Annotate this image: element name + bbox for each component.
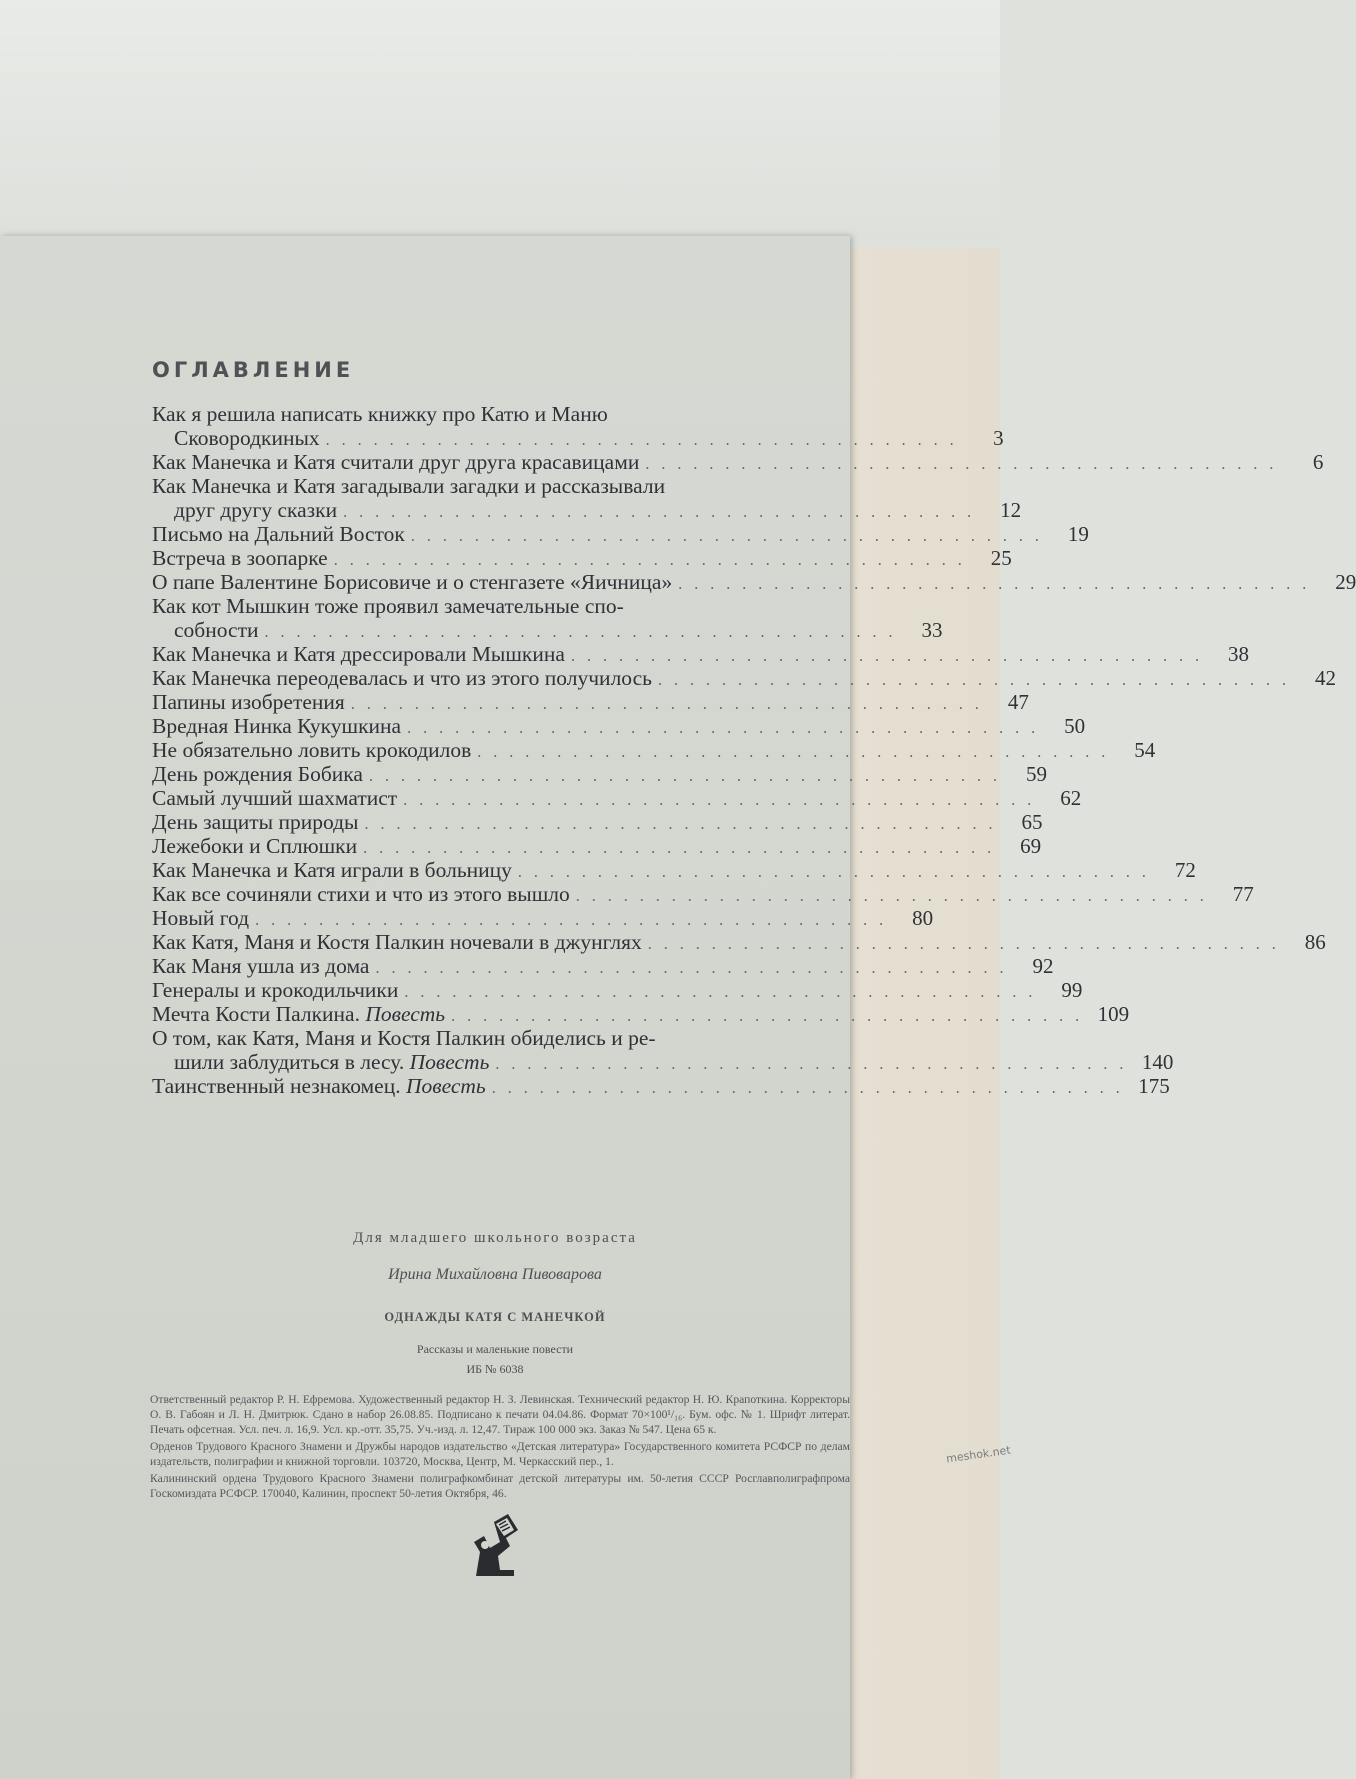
toc-page-number: 65 xyxy=(1021,810,1043,834)
toc-entry xyxy=(152,738,1156,762)
toc-page-number: 38 xyxy=(1227,642,1249,666)
toc-line xyxy=(152,978,1083,1002)
toc-entry xyxy=(152,978,1083,1002)
toc-line xyxy=(152,666,1336,690)
table-of-contents xyxy=(152,402,1356,1098)
toc-entry xyxy=(152,858,1196,882)
toc-entry-title: Сковородкиных xyxy=(174,426,320,450)
toc-page-number: 80 xyxy=(912,906,934,930)
toc-line xyxy=(152,618,943,642)
leader-dots: . . . . . . . . . . . . . . . . . . . . . . . . . . . . . . . . . . . . . . . . xyxy=(333,552,966,569)
toc-line xyxy=(152,450,1324,474)
publisher-logo-icon xyxy=(470,1512,520,1578)
watermark: meshok.net xyxy=(945,1443,1012,1466)
toc-entry-title: Папины изобретения xyxy=(152,690,345,714)
toc-entry-title: Как Катя, Маня и Костя Палкин ночевали в джунглях xyxy=(152,930,642,954)
toc-title: ОГЛАВЛЕНИЕ xyxy=(152,358,355,382)
toc-line xyxy=(152,738,1156,762)
leader-dots: . . . . . . . . . . . . . . . . . . . . . . . . . . . . . . . . . . . . . . . . xyxy=(375,960,1008,977)
leader-dots: . . . . . . . . . . . . . . . . . . . . . . . . . . . . . . . . . . . . . . . . xyxy=(264,624,897,641)
toc-entry xyxy=(152,1026,1174,1074)
leader-dots: . . . . . . . . . . . . . . . . . . . . . . . . . . . . . . . . . . . . . . . . xyxy=(570,648,1203,665)
leader-dots: . . . . . . . . . . . . . . . . . . . . . . . . . . . . . . . . . . . . . . . . xyxy=(477,744,1110,761)
age-recommendation: Для младшего школьного возраста xyxy=(353,1230,637,1246)
toc-page-number: 175 xyxy=(1138,1074,1170,1098)
toc-line xyxy=(152,690,1029,714)
toc-page-number: 33 xyxy=(921,618,943,642)
toc-entry xyxy=(152,714,1086,738)
credits-editors: Ответственный редактор Р. Н. Ефремова. Художественный редактор Н. З. Левинская. Технический редактор Н. Ю. Крапоткина. Корректоры О. В. Габоян и Л. Н. Дмитрюк. Сдано в набор 26.08.85. Подписано к печати 04.04.86. Формат 70×100¹/₁₆. Бум. офс. № 1. Шрифт литерат. Печать офсетная. Усл. печ. л. 16,9. Усл. кр.-отт. 35,75. Уч.-изд. л. 12,47. Тираж 100 000 экз. Заказ № 547. Цена 65 к. xyxy=(150,1393,850,1436)
toc-entry xyxy=(152,954,1054,978)
toc-entry-title: О папе Валентине Борисовиче и о стенгазете «Яичница» xyxy=(152,570,673,594)
leader-dots: . . . . . . . . . . . . . . . . . . . . . . . . . . . . . . . . . . . . . . . . xyxy=(410,528,1043,545)
toc-entry xyxy=(152,762,1047,786)
toc-entry-title: Мечта Кости Палкина. xyxy=(152,1002,360,1026)
leader-dots: . . . . . . . . . . . . . . . . . . . . . . . . . . . . . . . . . . . . . . . . xyxy=(678,576,1311,593)
leader-dots: . . . . . . . . . . . . . . . . . . . . . . . . . . . . . . . . . . . . . . . . xyxy=(451,1008,1084,1025)
toc-entry-title: Генералы и крокодильчики xyxy=(152,978,399,1002)
toc-entry-title: Письмо на Дальний Восток xyxy=(152,522,405,546)
toc-entry xyxy=(152,1002,1130,1026)
leader-dots: . . . . . . . . . . . . . . . . . . . . . . . . . . . . . . . . . . . . . . . . xyxy=(575,888,1208,905)
background-wall xyxy=(0,0,1000,240)
toc-entry xyxy=(152,570,1356,594)
toc-entry-title: друг другу сказки xyxy=(174,498,338,522)
leader-dots: . . . . . . . . . . . . . . . . . . . . . . . . . . . . . . . . . . . . . . . . xyxy=(368,768,1001,785)
toc-page-number: 47 xyxy=(1007,690,1029,714)
toc-entry-title: Как кот Мышкин тоже проявил замечательные спо- xyxy=(152,594,624,618)
toc-entry xyxy=(152,474,1022,522)
toc-entry xyxy=(152,642,1249,666)
toc-entry-genre: Повесть xyxy=(409,1050,490,1074)
leader-dots: . . . . . . . . . . . . . . . . . . . . . . . . . . . . . . . . . . . . . . . . xyxy=(404,984,1037,1001)
toc-entry xyxy=(152,786,1082,810)
toc-entry-title: Новый год xyxy=(152,906,250,930)
toc-entry-title: Лежебоки и Сплюшки xyxy=(152,834,358,858)
toc-line xyxy=(152,498,1022,522)
toc-page-number: 86 xyxy=(1304,930,1326,954)
toc-page-number: 140 xyxy=(1141,1050,1174,1074)
toc-page-number: 3 xyxy=(993,426,1004,450)
toc-entry-title: Самый лучший шахматист xyxy=(152,786,398,810)
toc-page-number: 42 xyxy=(1314,666,1336,690)
toc-line xyxy=(152,714,1086,738)
toc-entry xyxy=(152,1074,1170,1098)
toc-line xyxy=(152,1002,1130,1026)
leader-dots: . . . . . . . . . . . . . . . . . . . . . . . . . . . . . . . . . . . . . . . . xyxy=(255,912,888,929)
toc-entry-title: Как Маня ушла из дома xyxy=(152,954,370,978)
leader-dots: . . . . . . . . . . . . . . . . . . . . . . . . . . . . . . . . . . . . . . . . xyxy=(363,840,996,857)
toc-entry-genre: Повесть xyxy=(365,1002,446,1026)
book-subtitle: Рассказы и маленькие повести xyxy=(416,1342,574,1356)
toc-line xyxy=(152,834,1042,858)
toc-line xyxy=(152,786,1082,810)
toc-entry-title: О том, как Катя, Маня и Костя Палкин обиделись и ре- xyxy=(152,1026,656,1050)
toc-line xyxy=(152,1026,842,1050)
toc-page-number: 29 xyxy=(1335,570,1356,594)
toc-line xyxy=(152,810,1043,834)
toc-page-number: 62 xyxy=(1060,786,1082,810)
ib-number: ИБ № 6038 xyxy=(466,1362,524,1376)
toc-page-number: 6 xyxy=(1312,450,1324,474)
toc-page-number: 109 xyxy=(1097,1002,1130,1026)
toc-page-number: 69 xyxy=(1020,834,1042,858)
credits-publisher: Орденов Трудового Красного Знамени и Дружбы народов издательство «Детская литература» Государственного комитета РСФСР по делам издательств, полиграфии и книжной торговли. 103720, Москва, Центр, М. Черкасский пер., 1. xyxy=(150,1440,850,1468)
toc-line xyxy=(152,522,1089,546)
toc-page-number: 12 xyxy=(1000,498,1022,522)
leader-dots: . . . . . . . . . . . . . . . . . . . . . . . . . . . . . . . . . . . . . . . . xyxy=(645,456,1278,473)
toc-entry-title: Вредная Нинка Кукушкина xyxy=(152,714,402,738)
toc-entry xyxy=(152,402,1004,450)
leader-dots: . . . . . . . . . . . . . . . . . . . . . . . . . . . . . . . . . . . . . . . . xyxy=(647,936,1280,953)
toc-entry-title: собности xyxy=(174,618,259,642)
leader-dots: . . . . . . . . . . . . . . . . . . . . . . . . . . . . . . . . . . . . . . . . xyxy=(407,720,1040,737)
toc-page-number: 25 xyxy=(990,546,1012,570)
toc-line xyxy=(152,474,842,498)
leader-dots: . . . . . . . . . . . . . . . . . . . . . . . . . . . . . . . . . . . . . . . . xyxy=(403,792,1036,809)
leader-dots: . . . . . . . . . . . . . . . . . . . . . . . . . . . . . . . . . . . . . . . . xyxy=(491,1080,1124,1097)
toc-entry-title: День рождения Бобика xyxy=(152,762,363,786)
toc-page-number: 92 xyxy=(1032,954,1054,978)
leader-dots: . . . . . . . . . . . . . . . . . . . . . . . . . . . . . . . . . . . . . . . . xyxy=(517,864,1150,881)
toc-entry-title: Как Манечка переодевалась и что из этого получилось xyxy=(152,666,652,690)
toc-entry-title: Встреча в зоопарке xyxy=(152,546,328,570)
leader-dots: . . . . . . . . . . . . . . . . . . . . . . . . . . . . . . . . . . . . . . . . xyxy=(350,696,983,713)
leader-dots: . . . . . . . . . . . . . . . . . . . . . . . . . . . . . . . . . . . . . . . . xyxy=(343,504,976,521)
toc-entry xyxy=(152,906,934,930)
leader-dots: . . . . . . . . . . . . . . . . . . . . . . . . . . . . . . . . . . . . . . . . xyxy=(364,816,997,833)
toc-line xyxy=(152,858,1196,882)
toc-entry xyxy=(152,930,1326,954)
toc-page-number: 77 xyxy=(1232,882,1254,906)
toc-line xyxy=(152,882,1254,906)
toc-entry xyxy=(152,450,1324,474)
toc-line xyxy=(152,642,1249,666)
toc-entry-title: Как все сочиняли стихи и что из этого вышло xyxy=(152,882,570,906)
toc-entry-title: Как я решила написать книжку про Катю и Маню xyxy=(152,402,608,426)
book-title: ОДНАЖДЫ КАТЯ С МАНЕЧКОЙ xyxy=(384,1310,606,1324)
toc-line xyxy=(152,1050,1174,1074)
toc-entry-title: Таинственный незнакомец. xyxy=(152,1074,401,1098)
toc-entry-title: Как Манечка и Катя загадывали загадки и рассказывали xyxy=(152,474,666,498)
toc-entry-title: День защиты природы xyxy=(152,810,359,834)
toc-entry-title: Как Манечка и Катя дрессировали Мышкина xyxy=(152,642,565,666)
toc-page-number: 59 xyxy=(1025,762,1047,786)
toc-line xyxy=(152,906,934,930)
toc-entry xyxy=(152,594,943,642)
toc-page-number: 72 xyxy=(1174,858,1196,882)
toc-entry xyxy=(152,690,1029,714)
toc-entry-genre: Повесть xyxy=(405,1074,486,1098)
toc-line xyxy=(152,954,1054,978)
toc-entry xyxy=(152,810,1043,834)
toc-page-number: 19 xyxy=(1067,522,1089,546)
leader-dots: . . . . . . . . . . . . . . . . . . . . . . . . . . . . . . . . . . . . . . . . xyxy=(495,1056,1128,1073)
toc-entry xyxy=(152,834,1042,858)
toc-line xyxy=(152,546,1012,570)
toc-line xyxy=(152,570,1356,594)
toc-entry-title: шили заблудиться в лесу. xyxy=(174,1050,405,1074)
leader-dots: . . . . . . . . . . . . . . . . . . . . . . . . . . . . . . . . . . . . . . . . xyxy=(325,432,958,449)
leader-dots: . . . . . . . . . . . . . . . . . . . . . . . . . . . . . . . . . . . . . . . . xyxy=(657,672,1290,689)
toc-line xyxy=(152,1074,1170,1098)
toc-page-number: 99 xyxy=(1061,978,1083,1002)
credits-printer: Калининский ордена Трудового Красного Знамени полиграфкомбинат детской литературы им. 50-летия СССР Росглавполиграфпрома Госкомиздата РСФСР. 170040, Калинин, проспект 50-летия Октября, 46. xyxy=(150,1472,850,1500)
toc-entry-title: Не обязательно ловить крокодилов xyxy=(152,738,472,762)
toc-line xyxy=(152,930,1326,954)
toc-page-number: 50 xyxy=(1064,714,1086,738)
author-name: Ирина Михайловна Пивоварова xyxy=(388,1266,602,1283)
toc-entry xyxy=(152,882,1254,906)
toc-line xyxy=(152,762,1047,786)
toc-entry xyxy=(152,666,1336,690)
toc-page-number: 54 xyxy=(1134,738,1156,762)
toc-entry-title: Как Манечка и Катя играли в больницу xyxy=(152,858,512,882)
toc-line xyxy=(152,426,1004,450)
toc-entry xyxy=(152,522,1089,546)
credits-block xyxy=(150,1392,850,1501)
toc-line xyxy=(152,402,842,426)
toc-line xyxy=(152,594,842,618)
toc-entry-title: Как Манечка и Катя считали друг друга красавицами xyxy=(152,450,640,474)
toc-entry xyxy=(152,546,1012,570)
